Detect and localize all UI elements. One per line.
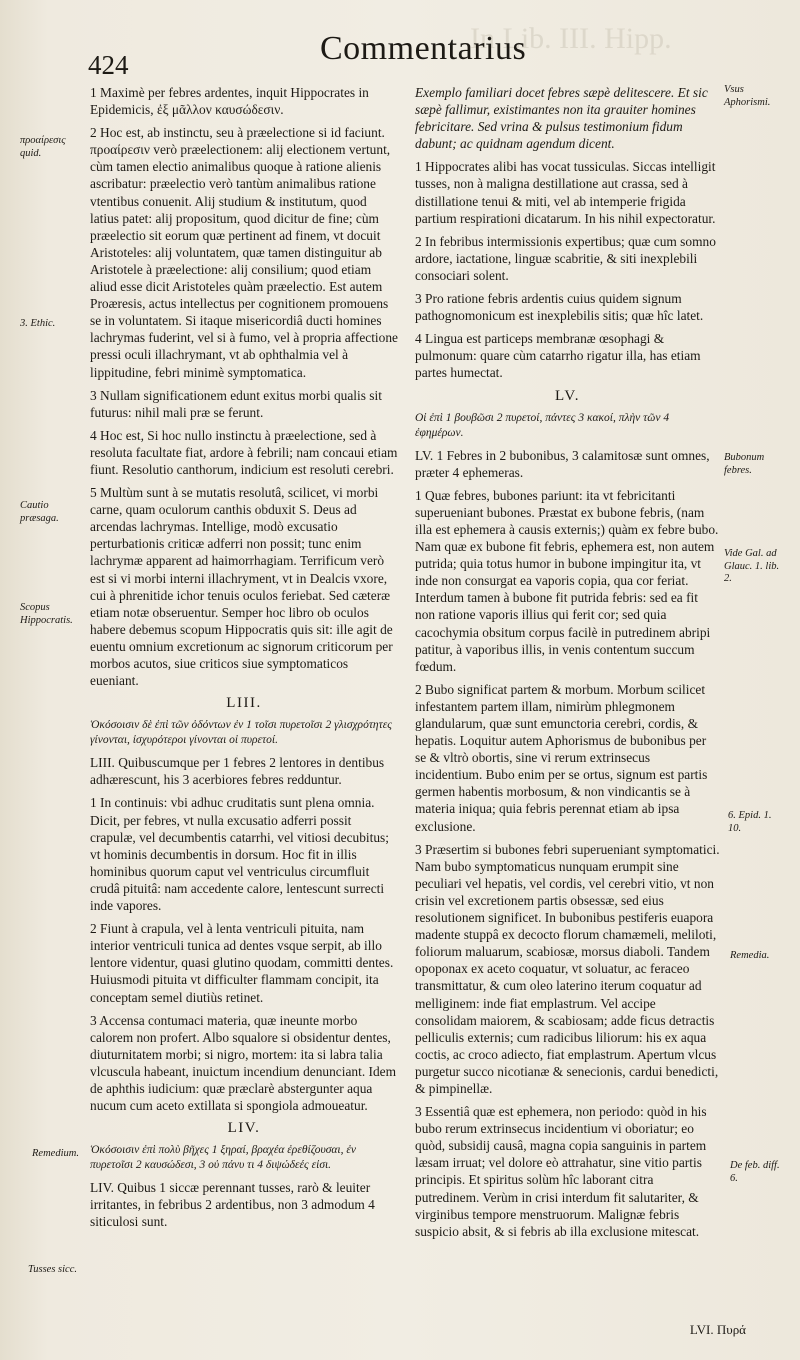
paragraph: 4 Hoc est, Si hoc nullo instinctu à præelectione, sed à resoluta facultate fiat, ardore à febrili; nam concaui etiam fiunt. Resolutio canthorum, indicium est resoluti cerebri. — [90, 427, 398, 477]
left-text-column — [90, 84, 398, 1231]
margin-note-left: Remedium. — [32, 1148, 79, 1159]
paragraph: 2 Fiunt à crapula, vel à lenta ventriculi pituita, nam interior ventriculi tunica ad dentes vsque serpit, ab illo lentore videntur, quasi glutino quodam, committi dentes. Huiusmodi pituita vt difficulter flammam concipit, ita conceptam semel diutiùs retinet. — [90, 921, 394, 1005]
margin-note-right: De feb. diff. 6. — [730, 1160, 780, 1184]
paragraph: 4 Lingua est particeps membranæ œsophagi & pulmonum: quare cùm catarrho rigatur illa, has etiam partes humectat. — [415, 331, 701, 381]
right-text-column — [415, 84, 720, 1240]
paragraph: Οἱ ἐπὶ 1 βουβῶσι 2 πυρετοί, πάντες 3 κακοί, πλὴν τῶν 4 ἐφημέρων. — [415, 411, 670, 439]
margin-note-left: 3. Ethic. — [20, 318, 56, 329]
margin-note-right: 6. Epid. 1. 10. — [728, 810, 772, 834]
paragraph: LV. — [555, 387, 580, 404]
paragraph: Exemplo familiari docet febres sæpè delitescere. Et sic sæpè fallimur, existimantes non ita grauiter homines febricitare. Sed vrina & pulsus testimonium fidum dabunt; ac quidnam agendum dicent. — [415, 85, 708, 152]
paragraph: 3 Pro ratione febris ardentis cuius quidem signum pathognomonicum est inexplebilis sitis; quæ hîc latet. — [415, 291, 704, 324]
paragraph: LV. 1 Febres in 2 bubonibus, 3 calamitosæ sunt omnes, præter 4 ephemeras. — [415, 447, 710, 480]
paragraph: 1 Maximè per febres ardentes, inquit Hippocrates in Epidemicis, ἐξ μᾶλλον καυσώδεσιν. — [90, 85, 369, 118]
paragraph: 1 In continuis: vbi adhuc cruditatis sunt plena omnia. Dicit, per febres, vt nulla excusatio adferri possit crapulæ, vel decumbentis catarrhi, vel vitiosi decubitus; vt hominis decumbentis in dorsum. Hoc fit in illis hominibus quorum caput vel ventriculus circumfluit crudâ pituitâ: nam accedente calore, lentescunt surrecti inde vapores. — [90, 795, 389, 914]
margin-note-right: Vsus Aphorismi. — [724, 84, 771, 108]
paragraph: 3 Præsertim si bubones febri superueniant symptomatici. Nam bubo symptomaticus nunquam erumpit sine peculiari vel hepatis, vel cordis, vel cerebri vitio, vt non crisin vel excretionem partis obsessæ, sed eius resolutionem significet. In bubonibus pestiferis euapora madente stuppâ ex decocto florum chamæmeli, meliloti, foliorum maluarum, scabiosæ, morsus diaboli. Tandem opoponax ex aceto coquatur, vt soluatur, ac feraceo transmittatur, & cum oleo laterino iterum coquatur ad melliginem: inde fiat emplastrum. Vel accipe consolidam maiorem, & scabiosam; adde ficus detractis pelliculis externis; cum radicibus liliorum: his ex aqua coctis, ac croco adiecto, fiat emplastrum. Apertum vlcus purgetur succo nicotianæ & senecionis, cardui benedicti, & pimpinellæ. — [415, 841, 720, 1096]
paragraph: 2 In febribus intermissionis expertibus; quæ cum somno ardore, iactatione, linguæ scabritie, & siti inexplebili consociari solent. — [415, 233, 716, 283]
margin-note-left: Scopus Hippocratis. — [20, 602, 73, 626]
paragraph: 2 Bubo significat partem & morbum. Morbum scilicet infestantem partem illam, nimirùm phlegmonem glandularum, quæ sunt emunctoria cerebri, cordis, & hepatis. Loquitur autem Aphorismus de bubonibus per se & vltrò obortis, sine vi rerum extrinsecus incidentium. Bubo enim per se ortus, signum est partis germen habentis morbosum, & non vindicantis se à materia iniqua; quia febris perennat etiam ab ipsa exclusione. — [415, 681, 708, 834]
paragraph: 2 Hoc est, ab instinctu, seu à præelectione si id faciunt. προαίρεσιν verò præelectionem: alij electionem vertunt, cùm tamen electio animalibus quoque à ratione alienis ascribatur: præelectio verò tantùm animalibus ratione vtentibus conuenit. Alij studium & institutum, quod latius patet: alij propositum, quod dicitur de fine; cùm præelectio sit eorum quæ pertinent ad finem, vt docuit Aristoteles: alij voluntatem, quæ tamen distinguitur ab Aristotele à præelectione: alij consilium; quod etiam aliud esse dicit Aristoteles quàm præelectio. Est autem Proæresis, actus intellectus per cognitionem promouens se in voluntatem. Si itaque misericordiâ ducti homines lachrymas fuderint, vel si à fumo, vel à propria affectione pressi oculi illachrymant, vt ab ophthalmia vel à lippitudine, febri minimè symptomatica. — [90, 125, 398, 380]
running-head: Commentarius — [320, 30, 527, 67]
paragraph: 1 Quæ febres, bubones pariunt: ita vt febricitanti superueniant bubones. Præstat ex bubone febris, (nam illa est ephemera à causis externis;) quàm ex febre bubo. Nam quæ ex bubone fit febris, ephemera est, non autem putrida; quia totus humor in bubone impingitur ita, vt inde non consurgat ea vaporis copia, qua cor feriat. Interdum tamen à bubone fit putrida febris: sed ea fit non ratione vaporis illius qui ferit cor; sed quia cacochymia obsitum corpus facilè in putredinem abripi patitur, à vaporibus illis, in venis contentum succum fœdum. — [415, 487, 719, 674]
margin-note-left: προαίρεσις quid. — [20, 135, 66, 159]
bleed-through-text: In Lib. III. Hipp. — [470, 22, 672, 55]
margin-note-right: Remedia. — [730, 950, 770, 961]
margin-note-left: Tusses sicc. — [28, 1264, 78, 1275]
page-number: 424 — [88, 50, 129, 80]
paragraph: LIV. — [227, 1120, 261, 1137]
paragraph: Ὁκόσοισιν δὲ ἐπὶ τῶν ὀδόντων ἐν 1 τοῖσι πυρετοῖσι 2 γλισχρότητες γίνονται, ἰσχυρότεροι γίνονται οἱ πυρετοί. — [90, 719, 392, 747]
paragraph: 3 Accensa contumaci materia, quæ ineunte morbo calorem non profert. Albo squalore si obsidentur dentes, diuturnitatem morbi; si nigro, mortem: ita si labra talia vlcuscula habeant, inuictum incendium denunciant. Idem de aphthis iudicium: quæ præclarè abstergunter aqua nucum cum aceto extillata si spongiola admoueatur. — [90, 1012, 397, 1114]
catchword: LVI. Πυρά — [689, 1322, 746, 1337]
paragraph: LIV. Quibus 1 siccæ perennant tusses, rarò & leuiter irritantes, in febribus 2 ardentibus, non 3 admodum 4 siticulosi sunt. — [90, 1180, 375, 1230]
paragraph: LIII. Quibuscumque per 1 febres 2 lentores in dentibus adhærescunt, his 3 acerbiores febres redduntur. — [90, 755, 385, 788]
margin-note-right: Vide Gal. ad Glauc. 1. lib. 2. — [724, 548, 780, 584]
paragraph: 1 Hippocrates alibi has vocat tussiculas. Siccas intelligit tusses, non à maligna destillatione aut crassa, sed à distillatione tenui & miti, vel ab intemperie frigida partium respirationi dicatarum. In his nihil expectoratur. — [415, 159, 716, 226]
paragraph: 5 Multùm sunt à se mutatis resolutâ, scilicet, vi morbi carne, quam oculorum canthis obduxit S. Deus ad arcendas lachrymas. Intellige, modò excusatio perturbationis criticæ adferri non possit; tunc enim lachrymæ apparent ad haimorrhagiam. Terrificum verò est si vi morbi interni illachryment, vt in Dealcis vxore, cui à phrenitide ichor tenuis oculos feriebat. Sed cæteræ etiam notæ obseruentur. Semper hoc libro ob oculos habere debemus scopum Hippocratis quis sit: ille agit de euentu omnium excretionum ac signorum criticorum per morbos acutos, siue criticos siue symptomaticos eueniant. — [90, 485, 393, 689]
paragraph: LIII. — [226, 695, 262, 712]
paragraph: 3 Essentiâ quæ est ephemera, non periodo: quòd in his bubo rerum extrinsecus incidentium vi oboriatur; eo quòd, subsidij causâ, magna copia sanguinis in partem læsam irruat; vel dolore eò attrahatur, sine vitio partis principis. Et spiritus solùm hîc laborant citra putredinem. Verùm in crisi interdum fit salutariter, & virginibus tempore menstruorum. Malignæ febris suspicio absit, & si febris ab illa exclusione mitescat. — [415, 1104, 707, 1239]
margin-note-right: Bubonum febres. — [724, 452, 765, 476]
paragraph: Ὁκόσοισιν ἐπὶ πολὺ βῆχες 1 ξηραί, βραχέα ἐρεθίζουσαι, ἐν πυρετοῖσι 2 καυσώδεσι, 3 οὐ πάνυ τι 4 διψώδεές εἰσι. — [90, 1144, 357, 1172]
margin-note-left: Cautio præsaga. — [20, 500, 59, 524]
paragraph: 3 Nullam significationem edunt exitus morbi qualis sit futurus: nihil mali præ se ferunt. — [90, 387, 382, 420]
